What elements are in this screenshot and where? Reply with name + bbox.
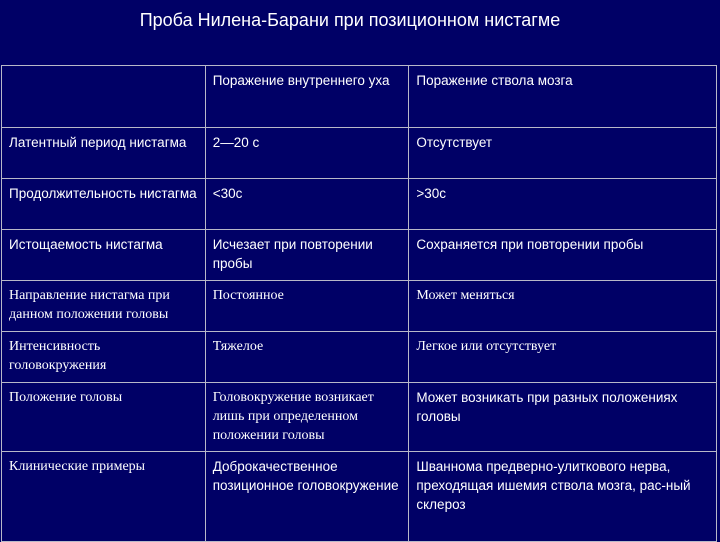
brainstem-cell: Может возникать при разных положениях головы	[409, 383, 717, 452]
brainstem-cell: Сохраняется при повторении пробы	[409, 230, 717, 281]
table-row	[2, 281, 717, 332]
inner-ear-cell: Доброкачественное позиционное головокружение	[205, 452, 409, 542]
table-row	[2, 452, 717, 542]
table-row	[2, 230, 717, 281]
brainstem-cell: >30с	[409, 179, 717, 230]
header-cell-empty	[2, 66, 206, 128]
comparison-table	[1, 65, 717, 542]
row-label: Истощаемость нистагма	[2, 230, 206, 281]
row-label: Интенсивность головокружения	[2, 332, 206, 383]
row-label: Клинические примеры	[2, 452, 206, 542]
header-cell-brainstem: Поражение ствола мозга	[409, 66, 717, 128]
slide-title: Проба Нилена-Барани при позиционном нистагме	[139, 10, 561, 30]
table-row	[2, 383, 717, 452]
header-cell-inner-ear: Поражение внутреннего уха	[205, 66, 409, 128]
inner-ear-cell: Постоянное	[205, 281, 409, 332]
brainstem-cell: Может меняться	[409, 281, 717, 332]
brainstem-cell: Шваннома предверно-улиткового нерва, преходящая ишемия ствола мозга, рас-ный склероз	[409, 452, 717, 542]
inner-ear-cell: Головокружение возникает лишь при определенном положении головы	[205, 383, 409, 452]
brainstem-cell: Отсутствует	[409, 128, 717, 179]
row-label: Продолжительность нистагма	[2, 179, 206, 230]
brainstem-cell: Легкое или отсутствует	[409, 332, 717, 383]
table-row	[2, 179, 717, 230]
inner-ear-cell: Исчезает при повторении пробы	[205, 230, 409, 281]
row-label: Положение головы	[2, 383, 206, 452]
inner-ear-cell: <30с	[205, 179, 409, 230]
row-label: Латентный период нистагма	[2, 128, 206, 179]
table-header-row	[2, 66, 717, 128]
row-label: Направление нистагма при данном положении головы	[2, 281, 206, 332]
inner-ear-cell: 2—20 с	[205, 128, 409, 179]
inner-ear-cell: Тяжелое	[205, 332, 409, 383]
table-row	[2, 128, 717, 179]
table-row	[2, 332, 717, 383]
